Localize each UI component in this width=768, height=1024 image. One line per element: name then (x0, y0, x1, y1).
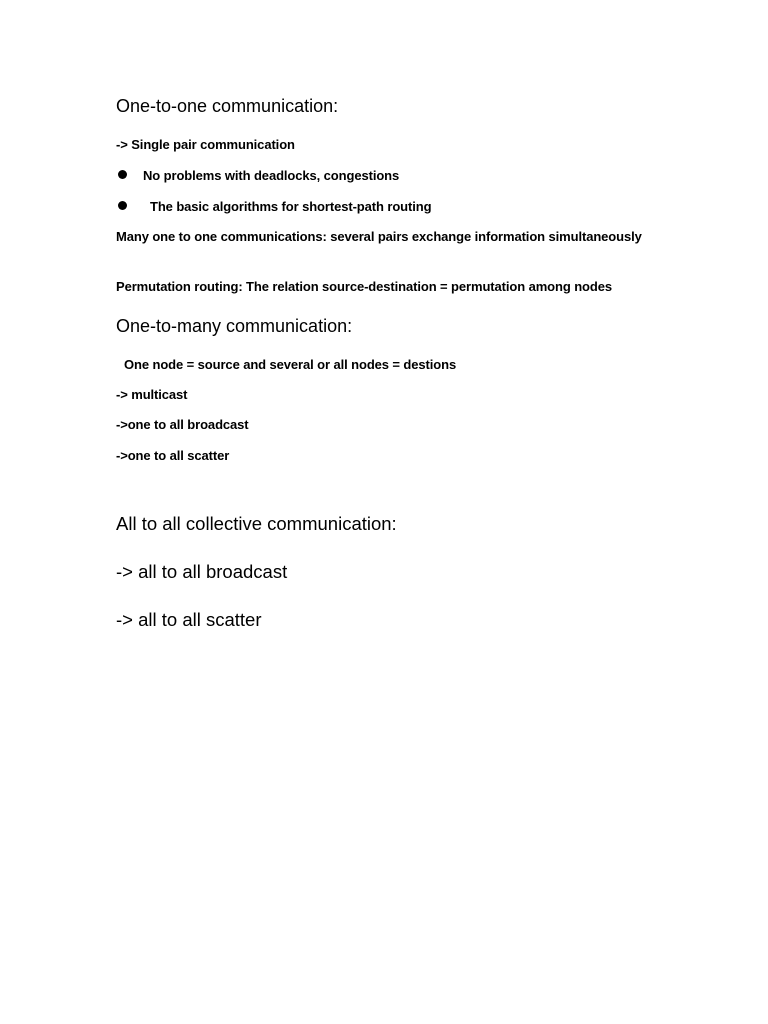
list-item-all-to-all-broadcast: -> all to all broadcast (116, 561, 288, 582)
bullet-item (116, 166, 652, 185)
bullet-dot-icon (118, 201, 127, 210)
list-item-all-to-all-scatter: -> all to all scatter (116, 609, 262, 630)
bullet-item (116, 197, 652, 216)
paragraph-many-one-to-one: Many one to one communications: several pairs exchange information simultaneously (116, 229, 642, 244)
bullet-text: No problems with deadlocks, congestions (143, 168, 400, 183)
heading-one-to-one: One-to-one communication: (116, 96, 339, 116)
heading-one-to-many: One-to-many communication: (116, 316, 353, 336)
bullet-text: The basic algorithms for shortest-path routing (150, 199, 432, 214)
list-item-one-to-all-scatter: ->one to all scatter (116, 448, 230, 463)
line-single-pair: -> Single pair communication (116, 137, 295, 152)
heading-all-to-all: All to all collective communication: (116, 513, 397, 534)
bullet-dot-icon (118, 170, 127, 179)
paragraph-permutation-routing: Permutation routing: The relation source-destination = permutation among nodes (116, 279, 612, 294)
list-item-one-to-all-broadcast: ->one to all broadcast (116, 417, 249, 432)
list-item-multicast: -> multicast (116, 387, 188, 402)
paragraph-one-to-many-description: One node = source and several or all nodes = destions (124, 357, 457, 372)
